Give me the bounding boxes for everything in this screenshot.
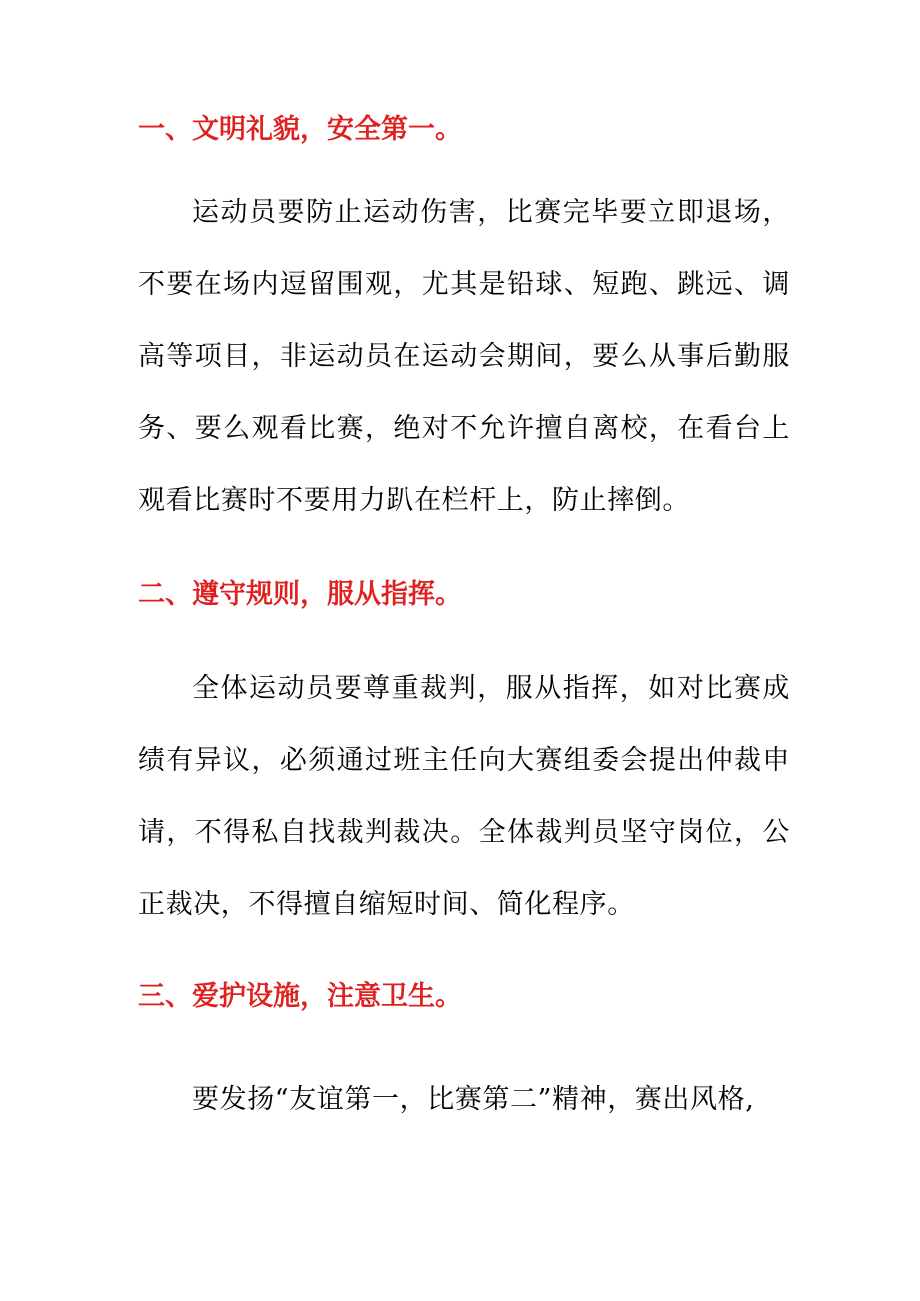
section-heading-2: 二、遵守规则，服从指挥。 xyxy=(138,579,462,610)
section-heading-3: 三、爱护设施，注意卫生。 xyxy=(138,981,462,1012)
section-heading-1: 一、文明礼貌，安全第一。 xyxy=(138,114,462,145)
section-body-3: 要发扬“友谊第一，比赛第二”精神，赛出风格, xyxy=(192,1084,755,1115)
section-body-2: 全体运动员要尊重裁判，服从指挥，如对比赛成绩有异议，必须通过班主任向大赛组委会提出仲裁申请，不得私自找裁判裁决。全体裁判员坚守岗位，公正裁决，不得擅自缩短时间、简化程序。 xyxy=(138,673,790,920)
section-body-1: 运动员要防止运动伤害，比赛完毕要立即退场，不要在场内逗留围观，尤其是铅球、短跑、跳远、调高等项目，非运动员在运动会期间，要么从事后勤服务、要么观看比赛，绝对不允许擅自离校，在看台上观看比赛时不要用力趴在栏杆上，防止摔倒。 xyxy=(138,197,790,516)
